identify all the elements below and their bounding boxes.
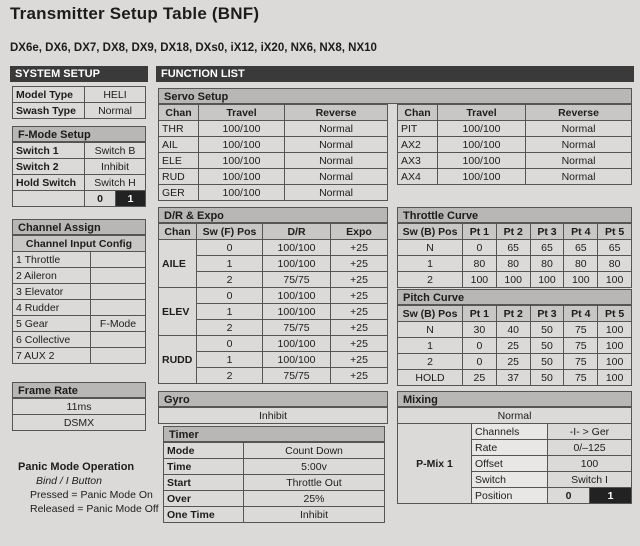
table-cell: 100	[598, 354, 632, 370]
table-cell: 65	[598, 240, 632, 256]
table-cell: 0/–125	[548, 440, 632, 456]
table-cell: +25	[331, 352, 388, 368]
table-row	[398, 137, 632, 153]
table-cell: Switch I	[548, 472, 632, 488]
table-row	[398, 272, 632, 288]
mixing-header: Mixing	[397, 391, 632, 407]
table-cell: 0	[197, 288, 263, 304]
table-cell: ELEV	[159, 288, 197, 336]
table-cell: Panic Mode Operation	[18, 461, 135, 473]
column-header: Pt 3	[530, 306, 564, 322]
table-row	[164, 475, 385, 491]
table-cell: 75/75	[263, 272, 331, 288]
table-cell	[91, 332, 146, 348]
table-cell: +25	[331, 240, 388, 256]
table-cell: 100	[463, 272, 497, 288]
table-cell: 80	[598, 256, 632, 272]
table-row	[398, 121, 632, 137]
pitch-curve-header: Pitch Curve	[397, 289, 632, 305]
table-cell: 0	[463, 354, 497, 370]
position-1: 1	[590, 488, 632, 504]
column-header: Pt 3	[530, 224, 564, 240]
table-row	[159, 288, 388, 304]
servo-setup-section	[158, 88, 632, 104]
table-cell: Mode	[164, 443, 244, 459]
table-row	[398, 240, 632, 256]
pmix-label: P-Mix 1	[398, 424, 472, 504]
table-cell: 1	[398, 338, 463, 354]
table-cell: 37	[496, 370, 530, 386]
channel-assign-header: Channel Assign	[12, 219, 146, 235]
table-cell: 25	[496, 354, 530, 370]
table-cell: Switch H	[85, 175, 146, 191]
table-cell	[91, 348, 146, 364]
table-cell: Pressed = Panic Mode On	[30, 489, 153, 501]
table-row	[159, 153, 388, 169]
table-cell: PIT	[398, 121, 438, 137]
table-cell: 1	[197, 256, 263, 272]
channel-assign-table	[12, 219, 146, 364]
table-cell: 2 Aileron	[13, 268, 91, 284]
table-cell: 2	[398, 354, 463, 370]
models-list: DX6e, DX6, DX7, DX8, DX9, DX18, DXs0, iX12, iX20, NX6, NX8, NX10	[10, 42, 377, 54]
system-setup-table	[12, 86, 146, 119]
table-cell: Normal	[285, 185, 388, 201]
table-cell: 0	[197, 240, 263, 256]
table-cell: 100/100	[199, 153, 285, 169]
table-cell: 75	[564, 338, 598, 354]
table-cell: 100/100	[438, 137, 526, 153]
table-cell: 100	[598, 322, 632, 338]
timer-header: Timer	[163, 426, 385, 442]
table-row	[13, 159, 146, 175]
table-cell: Offset	[472, 456, 548, 472]
fmode-setup-header: F-Mode Setup	[12, 126, 146, 142]
table-cell: 2	[398, 272, 463, 288]
column-header: Chan	[159, 105, 199, 121]
table-row	[13, 143, 146, 159]
table-cell: Normal	[285, 121, 388, 137]
table-cell: 0	[463, 240, 497, 256]
table-cell: Switch B	[85, 143, 146, 159]
table-cell: 40	[496, 322, 530, 338]
table-cell: Count Down	[244, 443, 385, 459]
table-cell: Throttle Out	[244, 475, 385, 491]
table-cell: 75/75	[263, 368, 331, 384]
table-row	[13, 191, 146, 207]
column-header: Sw (B) Pos	[398, 224, 463, 240]
table-row	[159, 336, 388, 352]
throttle-curve-header: Throttle Curve	[397, 207, 632, 223]
table-cell: 6 Collective	[13, 332, 91, 348]
table-row	[159, 240, 388, 256]
table-cell: 1	[197, 352, 263, 368]
table-cell: 2	[197, 272, 263, 288]
table-row	[159, 121, 388, 137]
table-cell: 7 AUX 2	[13, 348, 91, 364]
table-cell	[91, 300, 146, 316]
table-cell: Position	[472, 488, 548, 504]
table-row	[398, 424, 632, 440]
table-cell: 75	[564, 354, 598, 370]
table-cell: 65	[564, 240, 598, 256]
table-cell: 100/100	[199, 185, 285, 201]
column-header: Pt 2	[496, 306, 530, 322]
table-row	[159, 185, 388, 201]
table-cell: 100/100	[438, 153, 526, 169]
column-header: Pt 4	[564, 224, 598, 240]
table-cell: 100/100	[263, 240, 331, 256]
table-cell: 1 Throttle	[13, 252, 91, 268]
table-cell: 75	[564, 370, 598, 386]
table-cell: HOLD	[398, 370, 463, 386]
column-header: Pt 2	[496, 224, 530, 240]
table-cell: +25	[331, 320, 388, 336]
table-row	[398, 370, 632, 386]
table-cell: Model Type	[13, 87, 85, 103]
table-cell: Normal	[526, 137, 632, 153]
table-row	[13, 87, 146, 103]
table-cell: 100/100	[263, 288, 331, 304]
table-cell: +25	[331, 288, 388, 304]
table-cell: +25	[331, 272, 388, 288]
table-row	[13, 300, 146, 316]
table-cell: 100	[564, 272, 598, 288]
system-setup-header: SYSTEM SETUP	[10, 66, 148, 82]
table-cell: Normal	[526, 121, 632, 137]
pitch-curve-table	[397, 289, 632, 386]
servo-setup-header: Servo Setup	[158, 88, 632, 104]
table-row	[13, 415, 146, 431]
column-header: Sw (F) Pos	[197, 224, 263, 240]
page-title: Transmitter Setup Table (BNF)	[10, 4, 260, 23]
table-cell	[91, 268, 146, 284]
servo-table-right	[397, 104, 632, 185]
table-cell: 2	[197, 320, 263, 336]
table-cell: 5:00v	[244, 459, 385, 475]
table-row	[159, 169, 388, 185]
table-cell: N	[398, 240, 463, 256]
table-cell	[91, 252, 146, 268]
table-cell: AX3	[398, 153, 438, 169]
table-cell: Switch 2	[13, 159, 85, 175]
column-header: Travel	[199, 105, 285, 121]
table-cell: RUD	[159, 169, 199, 185]
table-cell: 80	[530, 256, 564, 272]
table-row	[13, 252, 146, 268]
table-cell: 100	[530, 272, 564, 288]
table-cell: 100/100	[263, 336, 331, 352]
table-row	[164, 459, 385, 475]
table-cell: 50	[530, 338, 564, 354]
table-cell: +25	[331, 304, 388, 320]
table-row	[398, 338, 632, 354]
table-cell: Inhibit	[159, 408, 388, 424]
table-cell: Normal	[526, 169, 632, 185]
gyro-header: Gyro	[158, 391, 388, 407]
dr-expo-header: D/R & Expo	[158, 207, 388, 223]
table-cell: 30	[463, 322, 497, 338]
column-header: Reverse	[285, 105, 388, 121]
table-cell: 80	[463, 256, 497, 272]
table-cell: 25	[496, 338, 530, 354]
table-cell: DSMX	[13, 415, 146, 431]
table-cell: 11ms	[13, 399, 146, 415]
table-cell: 100	[598, 272, 632, 288]
table-cell: 4 Rudder	[13, 300, 91, 316]
table-cell: 100/100	[263, 352, 331, 368]
column-header: D/R	[263, 224, 331, 240]
table-row	[164, 507, 385, 523]
frame-rate-header: Frame Rate	[12, 382, 146, 398]
table-cell: 65	[530, 240, 564, 256]
table-row	[398, 354, 632, 370]
table-cell: +25	[331, 336, 388, 352]
table-cell: 1	[197, 304, 263, 320]
table-row	[398, 256, 632, 272]
table-cell: 3 Elevator	[13, 284, 91, 300]
table-cell: 2	[197, 368, 263, 384]
table-cell: Normal	[398, 408, 632, 424]
column-header: Pt 4	[564, 306, 598, 322]
table-row	[159, 137, 388, 153]
table-cell: 0	[197, 336, 263, 352]
table-cell: 100/100	[199, 121, 285, 137]
panic-mode-note	[18, 460, 159, 516]
timer-table	[163, 426, 385, 523]
table-row	[159, 408, 388, 424]
function-list-header: FUNCTION LIST	[156, 66, 634, 82]
frame-rate-table	[12, 382, 146, 431]
position-1: 1	[116, 191, 146, 207]
table-cell: Hold Switch	[13, 175, 85, 191]
table-row	[13, 268, 146, 284]
table-row	[13, 103, 146, 119]
table-cell: Switch	[472, 472, 548, 488]
table-cell: 100/100	[438, 121, 526, 137]
table-row	[13, 348, 146, 364]
column-header: Pt 1	[463, 306, 497, 322]
table-cell: 25	[463, 370, 497, 386]
table-cell: AILE	[159, 240, 197, 288]
table-row	[164, 443, 385, 459]
table-cell: Channels	[472, 424, 548, 440]
table-cell: 100	[598, 338, 632, 354]
table-cell: +25	[331, 256, 388, 272]
servo-table-left	[158, 104, 388, 201]
table-cell: Normal	[285, 137, 388, 153]
table-cell: Swash Type	[13, 103, 85, 119]
table-cell: Start	[164, 475, 244, 491]
table-cell: 50	[530, 370, 564, 386]
fmode-setup-table	[12, 126, 146, 207]
table-cell: -I- > Ger	[548, 424, 632, 440]
table-row	[13, 175, 146, 191]
column-header: Travel	[438, 105, 526, 121]
column-header: Reverse	[526, 105, 632, 121]
throttle-curve-table	[397, 207, 632, 288]
table-cell: Released = Panic Mode Off	[30, 503, 159, 515]
table-row	[398, 153, 632, 169]
column-header: Pt 5	[598, 224, 632, 240]
gyro-table	[158, 391, 388, 424]
column-header: Expo	[331, 224, 388, 240]
table-cell: AX2	[398, 137, 438, 153]
table-cell: Normal	[285, 153, 388, 169]
table-cell: Normal	[85, 103, 146, 119]
table-row	[13, 332, 146, 348]
table-cell: 75/75	[263, 320, 331, 336]
table-row	[398, 322, 632, 338]
table-cell: AIL	[159, 137, 199, 153]
column-header: Chan	[398, 105, 438, 121]
table-cell: 100	[496, 272, 530, 288]
table-cell: 5 Gear	[13, 316, 91, 332]
table-cell: 80	[496, 256, 530, 272]
table-cell: ELE	[159, 153, 199, 169]
table-cell: 25%	[244, 491, 385, 507]
table-cell: GER	[159, 185, 199, 201]
table-cell: THR	[159, 121, 199, 137]
table-cell: One Time	[164, 507, 244, 523]
dr-expo-table	[158, 207, 388, 384]
table-cell: RUDD	[159, 336, 197, 384]
table-cell: +25	[331, 368, 388, 384]
table-cell: AX4	[398, 169, 438, 185]
table-cell: 100	[598, 370, 632, 386]
table-cell: Rate	[472, 440, 548, 456]
table-cell: 50	[530, 354, 564, 370]
table-cell: 100	[548, 456, 632, 472]
table-cell: 100/100	[263, 256, 331, 272]
table-cell: Bind / I Button	[36, 475, 102, 487]
position-0: 0	[85, 191, 116, 207]
column-header: Pt 1	[463, 224, 497, 240]
table-cell: Time	[164, 459, 244, 475]
table-cell: Over	[164, 491, 244, 507]
table-cell: N	[398, 322, 463, 338]
table-cell: HELI	[85, 87, 146, 103]
table-cell: Switch 1	[13, 143, 85, 159]
table-row	[13, 316, 146, 332]
table-cell: 1	[398, 256, 463, 272]
table-cell: Inhibit	[244, 507, 385, 523]
position-0: 0	[548, 488, 590, 504]
table-cell: 50	[530, 322, 564, 338]
table-row	[13, 284, 146, 300]
table-cell: 80	[564, 256, 598, 272]
table-cell: 0	[463, 338, 497, 354]
table-cell: 100/100	[199, 169, 285, 185]
table-row	[398, 169, 632, 185]
column-header: Chan	[159, 224, 197, 240]
table-cell: Normal	[285, 169, 388, 185]
table-cell: Inhibit	[85, 159, 146, 175]
table-cell: 100/100	[263, 304, 331, 320]
table-cell: 65	[496, 240, 530, 256]
column-header: Sw (B) Pos	[398, 306, 463, 322]
table-cell	[91, 284, 146, 300]
table-cell: F-Mode	[91, 316, 146, 332]
channel-input-config-header: Channel Input Config	[13, 236, 146, 252]
column-header: Pt 5	[598, 306, 632, 322]
mixing-table	[397, 391, 632, 504]
table-cell: 100/100	[199, 137, 285, 153]
table-row	[164, 491, 385, 507]
table-cell: 75	[564, 322, 598, 338]
table-cell: 100/100	[438, 169, 526, 185]
table-row	[13, 399, 146, 415]
table-cell: Normal	[526, 153, 632, 169]
